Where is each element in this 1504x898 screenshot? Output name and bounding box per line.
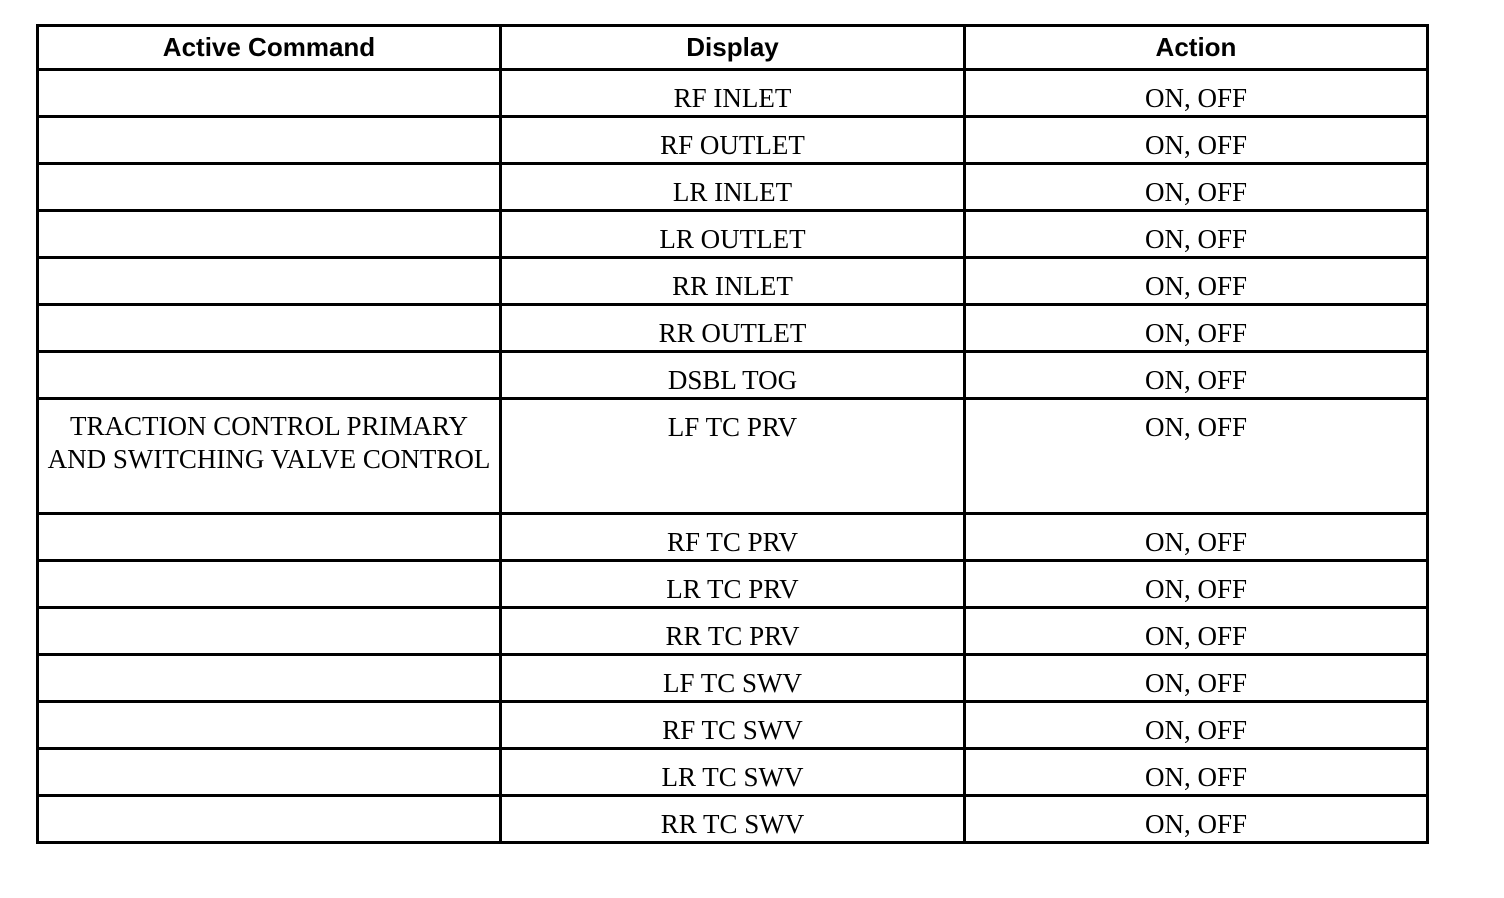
display-cell: LR TC SWV xyxy=(501,749,965,796)
table-row xyxy=(38,305,1428,352)
action-cell: ON, OFF xyxy=(965,211,1428,258)
display-cell: DSBL TOG xyxy=(501,352,965,399)
action-cell: ON, OFF xyxy=(965,608,1428,655)
command-cell xyxy=(38,70,501,117)
action-cell: ON, OFF xyxy=(965,514,1428,561)
command-cell: TRACTION CONTROL PRIMARY AND SWITCHING VALVE CONTROL xyxy=(38,399,501,514)
table-body xyxy=(38,70,1428,843)
table-row xyxy=(38,749,1428,796)
table-row xyxy=(38,561,1428,608)
action-cell: ON, OFF xyxy=(965,70,1428,117)
table-row xyxy=(38,702,1428,749)
table-row xyxy=(38,117,1428,164)
table-row xyxy=(38,164,1428,211)
display-cell: RR INLET xyxy=(501,258,965,305)
command-cell xyxy=(38,117,501,164)
command-cell xyxy=(38,258,501,305)
command-cell xyxy=(38,749,501,796)
display-cell: LF TC PRV xyxy=(501,399,965,514)
display-cell: LF TC SWV xyxy=(501,655,965,702)
command-cell xyxy=(38,796,501,843)
command-cell xyxy=(38,608,501,655)
display-cell: RF INLET xyxy=(501,70,965,117)
command-cell xyxy=(38,352,501,399)
action-cell: ON, OFF xyxy=(965,117,1428,164)
table-header xyxy=(38,26,1428,70)
display-cell: RF TC PRV xyxy=(501,514,965,561)
action-cell: ON, OFF xyxy=(965,655,1428,702)
command-cell xyxy=(38,561,501,608)
action-cell: ON, OFF xyxy=(965,796,1428,843)
action-cell: ON, OFF xyxy=(965,305,1428,352)
table-row xyxy=(38,655,1428,702)
table-row xyxy=(38,258,1428,305)
header-active-command: Active Command xyxy=(38,26,501,70)
table-row xyxy=(38,608,1428,655)
display-cell: LR INLET xyxy=(501,164,965,211)
display-cell: RR TC SWV xyxy=(501,796,965,843)
display-cell: LR TC PRV xyxy=(501,561,965,608)
action-cell: ON, OFF xyxy=(965,164,1428,211)
table-row xyxy=(38,796,1428,843)
header-action: Action xyxy=(965,26,1428,70)
action-cell: ON, OFF xyxy=(965,702,1428,749)
command-cell xyxy=(38,702,501,749)
active-command-table xyxy=(36,24,1429,844)
table-row xyxy=(38,211,1428,258)
display-cell: RR OUTLET xyxy=(501,305,965,352)
header-row xyxy=(38,26,1428,70)
command-cell xyxy=(38,655,501,702)
action-cell: ON, OFF xyxy=(965,399,1428,514)
table-row xyxy=(38,399,1428,514)
display-cell: LR OUTLET xyxy=(501,211,965,258)
command-cell xyxy=(38,305,501,352)
action-cell: ON, OFF xyxy=(965,561,1428,608)
header-display: Display xyxy=(501,26,965,70)
display-cell: RF TC SWV xyxy=(501,702,965,749)
action-cell: ON, OFF xyxy=(965,352,1428,399)
command-cell xyxy=(38,211,501,258)
table-row xyxy=(38,70,1428,117)
action-cell: ON, OFF xyxy=(965,258,1428,305)
display-cell: RR TC PRV xyxy=(501,608,965,655)
table-row xyxy=(38,352,1428,399)
action-cell: ON, OFF xyxy=(965,749,1428,796)
table-row xyxy=(38,514,1428,561)
command-cell xyxy=(38,164,501,211)
display-cell: RF OUTLET xyxy=(501,117,965,164)
command-cell xyxy=(38,514,501,561)
